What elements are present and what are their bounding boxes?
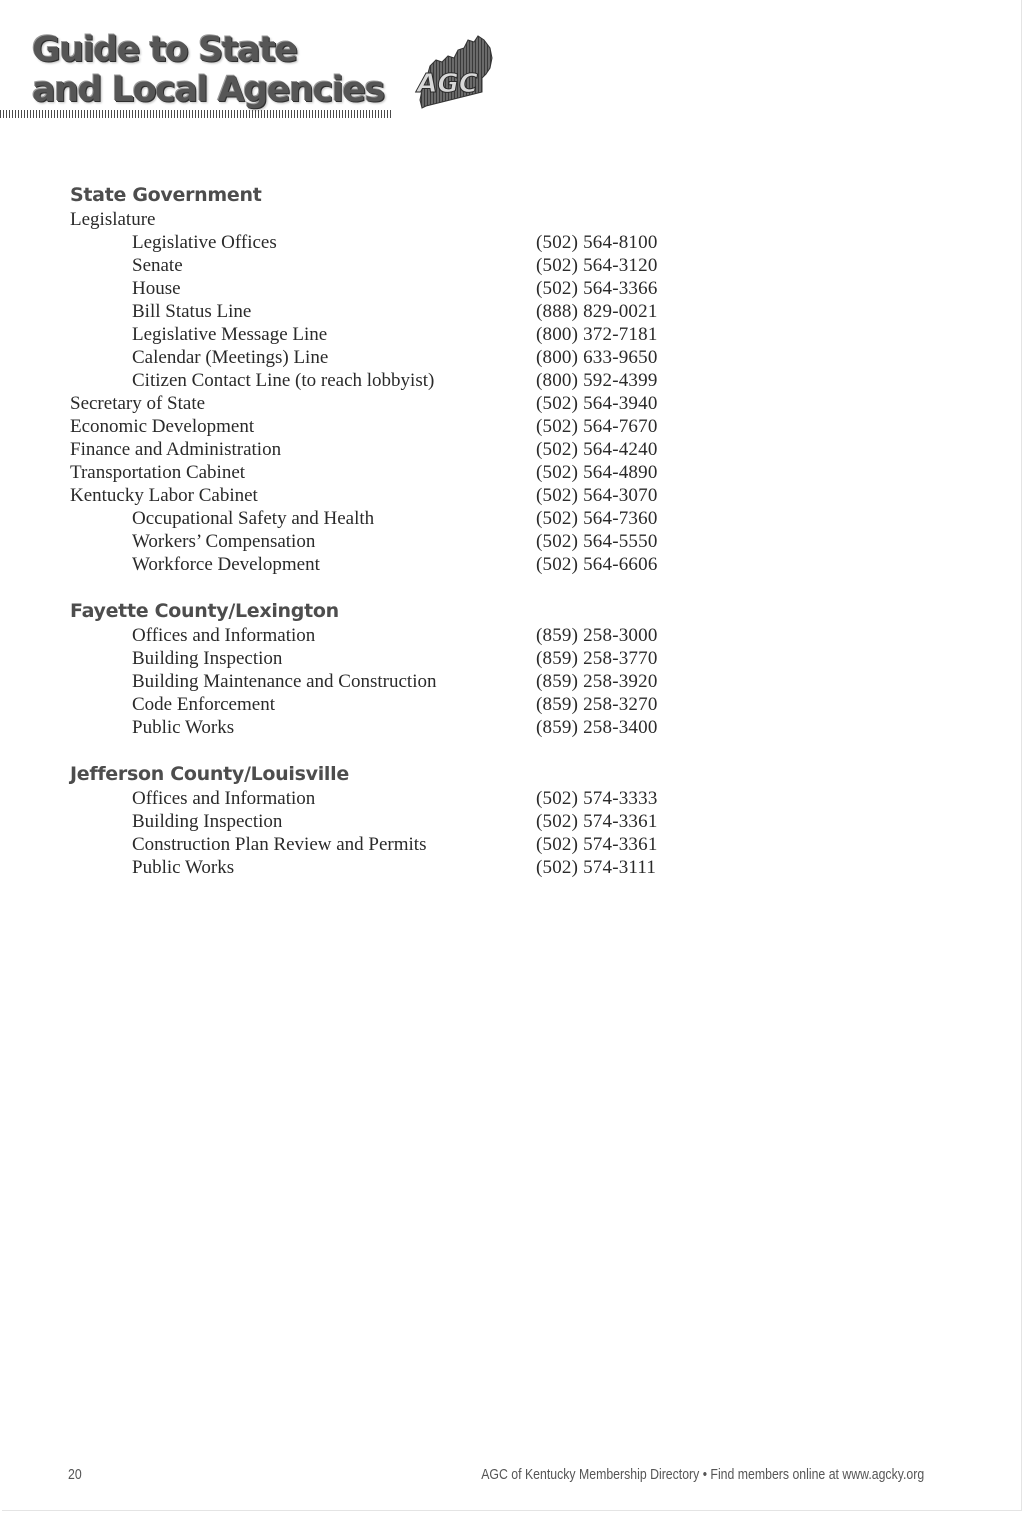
phone-number: (502) 564-6606 xyxy=(536,554,658,575)
phone-number: (800) 633-9650 xyxy=(536,347,658,368)
agency-name: House xyxy=(132,278,181,299)
directory-row xyxy=(70,833,710,856)
phone-number: (888) 829-0021 xyxy=(536,301,658,322)
directory-row xyxy=(70,461,710,484)
phone-number: (502) 574-3333 xyxy=(536,788,658,809)
agency-name: Building Maintenance and Construction xyxy=(132,671,437,692)
section-spacer xyxy=(70,576,710,598)
directory-row xyxy=(70,392,710,415)
section-title: Jefferson County/Louisville xyxy=(70,763,349,785)
directory-row xyxy=(70,507,710,530)
phone-number: (502) 574-3361 xyxy=(536,811,658,832)
phone-number: (502) 564-4240 xyxy=(536,439,658,460)
phone-number: (859) 258-3400 xyxy=(536,717,658,738)
agency-name: Calendar (Meetings) Line xyxy=(132,347,329,368)
directory-section xyxy=(70,761,710,879)
page-header xyxy=(0,28,520,128)
agency-name: Legislative Message Line xyxy=(132,324,328,345)
agency-name: Legislature xyxy=(70,209,156,230)
directory-row xyxy=(70,415,710,438)
agency-name: Construction Plan Review and Permits xyxy=(132,834,427,855)
agency-name: Transportation Cabinet xyxy=(70,462,246,483)
directory-section xyxy=(70,182,710,576)
phone-number: (859) 258-3920 xyxy=(536,671,658,692)
agency-name: Building Inspection xyxy=(132,648,283,669)
phone-number: (859) 258-3770 xyxy=(536,648,658,669)
agency-name: Economic Development xyxy=(70,416,255,437)
directory-row xyxy=(70,369,710,392)
page-title xyxy=(32,30,384,110)
directory-row xyxy=(70,438,710,461)
agency-name: Building Inspection xyxy=(132,811,283,832)
header-tick-rule xyxy=(0,110,393,118)
agency-name: Workforce Development xyxy=(132,554,320,575)
directory-row xyxy=(70,231,710,254)
agency-name: Citizen Contact Line (to reach lobbyist) xyxy=(132,370,435,391)
section-spacer xyxy=(70,739,710,761)
directory-row xyxy=(70,647,710,670)
directory-row xyxy=(70,810,710,833)
directory-row xyxy=(70,670,710,693)
directory-row xyxy=(70,254,710,277)
directory-row xyxy=(70,484,710,507)
directory-row xyxy=(70,530,710,553)
section-title: Fayette County/Lexington xyxy=(70,600,339,622)
directory-row xyxy=(70,208,710,231)
directory-row xyxy=(70,856,710,879)
agency-name: Legislative Offices xyxy=(132,232,277,253)
directory-row xyxy=(70,693,710,716)
footer-text: AGC of Kentucky Membership Directory • Find members online at www.agcky.org xyxy=(481,1466,924,1483)
directory-row xyxy=(70,787,710,810)
phone-number: (502) 574-3361 xyxy=(536,834,658,855)
agc-kentucky-logo xyxy=(412,34,498,116)
logo-text: AGC xyxy=(414,69,481,99)
agency-name: Code Enforcement xyxy=(132,694,275,715)
agency-name: Senate xyxy=(132,255,183,276)
directory-row xyxy=(70,277,710,300)
phone-number: (502) 564-3940 xyxy=(536,393,658,414)
directory-row xyxy=(70,346,710,369)
agency-name: Finance and Administration xyxy=(70,439,282,460)
directory-row xyxy=(70,624,710,647)
agency-name: Public Works xyxy=(132,857,235,878)
phone-number: (800) 372-7181 xyxy=(536,324,658,345)
phone-number: (502) 564-8100 xyxy=(536,232,658,253)
page-title-line-2: and Local Agencies xyxy=(32,70,384,110)
phone-number: (800) 592-4399 xyxy=(536,370,658,391)
phone-number: (859) 258-3270 xyxy=(536,694,658,715)
phone-number: (859) 258-3000 xyxy=(536,625,658,646)
directory-row xyxy=(70,300,710,323)
phone-number: (502) 564-4890 xyxy=(536,462,658,483)
directory-section xyxy=(70,598,710,739)
agency-name: Secretary of State xyxy=(70,393,206,414)
section-title: State Government xyxy=(70,184,262,206)
agency-directory xyxy=(70,182,710,879)
agency-name: Bill Status Line xyxy=(132,301,252,322)
phone-number: (502) 564-7360 xyxy=(536,508,658,529)
phone-number: (502) 564-5550 xyxy=(536,531,658,552)
phone-number: (502) 564-3366 xyxy=(536,278,658,299)
phone-number: (502) 574-3111 xyxy=(536,857,657,878)
phone-number: (502) 564-3120 xyxy=(536,255,658,276)
directory-row xyxy=(70,716,710,739)
page-footer xyxy=(0,1466,1024,1490)
agency-name: Workers’ Compensation xyxy=(132,531,316,552)
page-title-line-1: Guide to State xyxy=(32,30,297,70)
phone-number: (502) 564-3070 xyxy=(536,485,658,506)
agency-name: Offices and Information xyxy=(132,625,316,646)
agency-name: Offices and Information xyxy=(132,788,316,809)
phone-number: (502) 564-7670 xyxy=(536,416,658,437)
directory-row xyxy=(70,323,710,346)
agency-name: Kentucky Labor Cabinet xyxy=(70,485,258,506)
page-number: 20 xyxy=(68,1466,82,1483)
directory-row xyxy=(70,553,710,576)
agency-name: Public Works xyxy=(132,717,235,738)
agency-name: Occupational Safety and Health xyxy=(132,508,375,529)
